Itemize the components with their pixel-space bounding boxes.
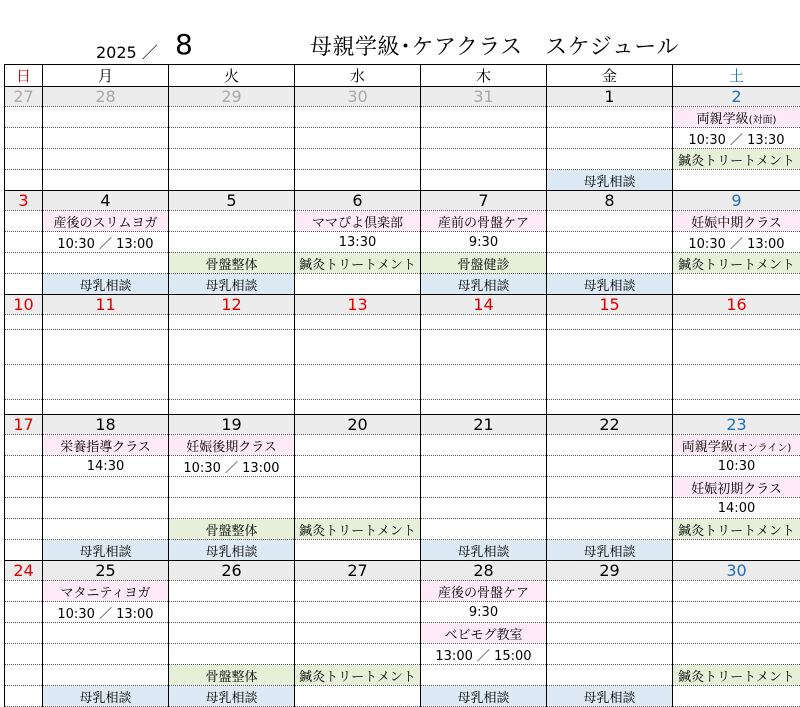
event-cell: [295, 253, 421, 274]
event-text: 両親学級: [682, 440, 734, 455]
event-text: 母乳相談: [583, 545, 635, 560]
event-cell: [43, 519, 169, 540]
event-text: 鍼灸トリートメント: [678, 258, 795, 273]
event-cell: [421, 149, 547, 170]
event-cell: [547, 330, 673, 365]
event-text: 14:00: [718, 501, 755, 516]
date-cell: 22: [547, 415, 673, 435]
event-row: [5, 435, 800, 456]
event-text: ママぴよ倶楽部: [312, 216, 403, 231]
event-cell: [5, 170, 43, 191]
event-text: 鍼灸トリートメント: [678, 154, 795, 169]
date-cell: 4: [43, 191, 169, 211]
date-cell: 20: [295, 415, 421, 435]
event-cell: [421, 365, 547, 400]
event-row: [5, 107, 800, 128]
event-cell: [673, 400, 800, 415]
event-cell: [547, 107, 673, 128]
event-cell: [421, 581, 547, 602]
event-cell: [5, 211, 43, 232]
event-cell: [295, 602, 421, 623]
date-cell: 9: [673, 191, 800, 211]
event-cell: [547, 665, 673, 686]
event-cell: [547, 274, 673, 295]
event-cell: [5, 330, 43, 365]
event-text: 骨盤整体: [205, 258, 257, 273]
event-cell: [547, 519, 673, 540]
event-cell: [673, 253, 800, 274]
event-row: [5, 232, 800, 253]
event-text: マタニティヨガ: [61, 586, 151, 601]
event-cell: [169, 686, 295, 707]
event-cell: [421, 330, 547, 365]
event-cell: [169, 365, 295, 400]
event-cell: [547, 686, 673, 707]
event-cell: [673, 170, 800, 191]
event-text: 母乳相談: [205, 279, 257, 294]
event-cell: [169, 665, 295, 686]
event-cell: [43, 253, 169, 274]
event-cell: [169, 232, 295, 253]
event-row: [5, 623, 800, 644]
event-row: [5, 686, 800, 707]
event-cell: [673, 686, 800, 707]
event-cell: [547, 365, 673, 400]
event-cell: [421, 665, 547, 686]
event-cell: [421, 211, 547, 232]
event-cell: [421, 315, 547, 330]
event-row: [5, 400, 800, 415]
event-cell: [673, 602, 800, 623]
event-row: [5, 128, 800, 149]
event-cell: [673, 274, 800, 295]
date-cell: 21: [421, 415, 547, 435]
event-cell: [5, 253, 43, 274]
event-text: 母乳相談: [205, 545, 257, 560]
date-row: [5, 191, 800, 211]
event-cell: [43, 315, 169, 330]
event-row: [5, 456, 800, 477]
event-cell: [43, 602, 169, 623]
event-cell: [43, 128, 169, 149]
event-cell: [295, 644, 421, 665]
event-row: [5, 315, 800, 330]
event-row: [5, 477, 800, 498]
date-cell: 25: [43, 561, 169, 581]
date-cell: 15: [547, 295, 673, 315]
event-cell: [295, 211, 421, 232]
event-cell: [5, 665, 43, 686]
event-cell: [5, 581, 43, 602]
event-cell: [421, 232, 547, 253]
event-text: 鍼灸トリートメント: [299, 524, 416, 539]
event-row: [5, 274, 800, 295]
date-cell: 30: [673, 561, 800, 581]
event-text: 9:30: [469, 235, 498, 250]
event-cell: [169, 581, 295, 602]
event-cell: [547, 477, 673, 498]
date-cell: 30: [295, 87, 421, 107]
event-cell: [169, 644, 295, 665]
event-text: 10:30 ／ 13:00: [57, 607, 153, 622]
event-cell: [5, 519, 43, 540]
event-cell: [421, 170, 547, 191]
event-cell: [295, 315, 421, 330]
event-text: 母乳相談: [583, 279, 635, 294]
event-cell: [421, 498, 547, 519]
event-cell: [421, 540, 547, 561]
date-cell: 27: [295, 561, 421, 581]
event-cell: [295, 330, 421, 365]
event-cell: [5, 540, 43, 561]
event-cell: [5, 644, 43, 665]
date-cell: 17: [5, 415, 43, 435]
weekday-cell: 水: [295, 65, 421, 87]
event-cell: [673, 365, 800, 400]
event-text: 10:30 ／ 13:30: [688, 133, 784, 148]
event-text: 栄養指導クラス: [60, 440, 151, 455]
event-cell: [547, 581, 673, 602]
event-text: 10:30: [718, 459, 755, 474]
header-year: 2025 ／: [96, 40, 158, 63]
event-cell: [5, 623, 43, 644]
date-cell: 5: [169, 191, 295, 211]
event-row: [5, 665, 800, 686]
event-cell: [43, 644, 169, 665]
date-cell: 3: [5, 191, 43, 211]
event-cell: [169, 170, 295, 191]
event-row: [5, 602, 800, 623]
event-cell: [5, 456, 43, 477]
event-cell: [169, 274, 295, 295]
date-cell: 24: [5, 561, 43, 581]
event-row: [5, 581, 800, 602]
event-cell: [295, 232, 421, 253]
event-row: [5, 540, 800, 561]
date-cell: 29: [169, 87, 295, 107]
event-cell: [43, 330, 169, 365]
event-cell: [169, 456, 295, 477]
event-text: 妊娠初期クラス: [691, 482, 782, 497]
event-cell: [43, 477, 169, 498]
event-cell: [673, 232, 800, 253]
date-cell: 23: [673, 415, 800, 435]
event-cell: [673, 149, 800, 170]
event-cell: [169, 211, 295, 232]
date-row: [5, 295, 800, 315]
event-cell: [295, 477, 421, 498]
event-cell: [673, 128, 800, 149]
event-cell: [169, 128, 295, 149]
event-row: [5, 330, 800, 365]
event-cell: [547, 540, 673, 561]
event-cell: [673, 456, 800, 477]
event-cell: [673, 477, 800, 498]
event-cell: [5, 149, 43, 170]
event-cell: [673, 623, 800, 644]
event-cell: [169, 253, 295, 274]
date-cell: 10: [5, 295, 43, 315]
event-note: (対面): [749, 115, 777, 126]
event-cell: [421, 623, 547, 644]
event-cell: [295, 435, 421, 456]
event-cell: [43, 170, 169, 191]
event-cell: [421, 128, 547, 149]
event-text: 10:30 ／ 13:00: [57, 237, 153, 252]
event-cell: [5, 365, 43, 400]
event-row: [5, 365, 800, 400]
event-cell: [5, 498, 43, 519]
date-cell: 12: [169, 295, 295, 315]
event-cell: [421, 644, 547, 665]
event-note: (オンライン): [734, 443, 792, 454]
event-cell: [547, 170, 673, 191]
event-cell: [673, 540, 800, 561]
schedule-calendar: [4, 64, 800, 707]
event-cell: [547, 435, 673, 456]
page-title: 母親学級･ケアクラス スケジュール: [310, 30, 679, 61]
event-cell: [421, 519, 547, 540]
event-cell: [43, 540, 169, 561]
event-cell: [5, 435, 43, 456]
event-cell: [43, 107, 169, 128]
event-text: 10:30 ／ 13:00: [183, 461, 279, 476]
event-cell: [169, 149, 295, 170]
event-text: 鍼灸トリートメント: [678, 524, 795, 539]
event-cell: [43, 435, 169, 456]
event-cell: [421, 686, 547, 707]
event-cell: [169, 498, 295, 519]
event-cell: [547, 232, 673, 253]
date-cell: 27: [5, 87, 43, 107]
event-cell: [547, 315, 673, 330]
event-text: 母乳相談: [79, 691, 131, 706]
event-cell: [169, 477, 295, 498]
event-cell: [5, 686, 43, 707]
event-text: 母乳相談: [457, 545, 509, 560]
event-cell: [547, 602, 673, 623]
date-cell: 31: [421, 87, 547, 107]
event-text: 鍼灸トリートメント: [678, 670, 795, 685]
event-cell: [295, 400, 421, 415]
event-cell: [43, 498, 169, 519]
event-cell: [421, 107, 547, 128]
event-cell: [43, 665, 169, 686]
event-text: 母乳相談: [583, 691, 635, 706]
event-cell: [169, 623, 295, 644]
event-cell: [5, 232, 43, 253]
date-cell: 1: [547, 87, 673, 107]
event-cell: [295, 128, 421, 149]
date-cell: 8: [547, 191, 673, 211]
event-cell: [169, 519, 295, 540]
date-cell: 29: [547, 561, 673, 581]
event-cell: [43, 623, 169, 644]
event-text: 骨盤整体: [205, 524, 257, 539]
event-cell: [295, 170, 421, 191]
event-text: 母乳相談: [79, 545, 131, 560]
event-cell: [43, 686, 169, 707]
event-cell: [169, 330, 295, 365]
event-cell: [295, 498, 421, 519]
event-cell: [547, 456, 673, 477]
event-row: [5, 644, 800, 665]
event-cell: [421, 456, 547, 477]
event-text: 母乳相談: [205, 691, 257, 706]
weekday-cell: 土: [673, 65, 800, 87]
event-cell: [169, 107, 295, 128]
event-text: 母乳相談: [457, 691, 509, 706]
weekday-cell: 火: [169, 65, 295, 87]
event-text: 14:30: [87, 459, 124, 474]
event-row: [5, 253, 800, 274]
date-row: [5, 415, 800, 435]
event-text: 妊娠後期クラス: [186, 440, 277, 455]
event-cell: [295, 149, 421, 170]
event-cell: [169, 400, 295, 415]
event-cell: [5, 400, 43, 415]
date-cell: 26: [169, 561, 295, 581]
event-cell: [295, 665, 421, 686]
event-cell: [169, 602, 295, 623]
event-cell: [547, 149, 673, 170]
event-row: [5, 149, 800, 170]
event-cell: [5, 602, 43, 623]
event-text: 骨盤整体: [205, 670, 257, 685]
event-cell: [5, 128, 43, 149]
event-cell: [43, 232, 169, 253]
date-cell: 18: [43, 415, 169, 435]
event-row: [5, 211, 800, 232]
event-cell: [295, 623, 421, 644]
event-cell: [547, 644, 673, 665]
event-cell: [5, 477, 43, 498]
date-cell: 7: [421, 191, 547, 211]
event-row: [5, 519, 800, 540]
event-text: 鍼灸トリートメント: [299, 258, 416, 273]
event-cell: [5, 107, 43, 128]
event-text: 母乳相談: [583, 175, 635, 190]
event-cell: [421, 435, 547, 456]
event-cell: [547, 128, 673, 149]
date-cell: 6: [295, 191, 421, 211]
event-cell: [295, 519, 421, 540]
event-row: [5, 498, 800, 519]
event-text: 10:30 ／ 13:00: [688, 237, 784, 252]
event-text: 両親学級: [697, 112, 749, 127]
event-text: 産後の骨盤ケア: [438, 586, 529, 601]
event-cell: [169, 435, 295, 456]
event-text: 13:30: [339, 235, 376, 250]
event-cell: [673, 644, 800, 665]
event-row: [5, 170, 800, 191]
event-cell: [295, 365, 421, 400]
event-cell: [673, 435, 800, 456]
event-cell: [295, 274, 421, 295]
date-cell: 28: [421, 561, 547, 581]
date-cell: 2: [673, 87, 800, 107]
event-cell: [5, 315, 43, 330]
event-cell: [295, 581, 421, 602]
event-cell: [295, 686, 421, 707]
event-text: 13:00 ／ 15:00: [435, 649, 531, 664]
date-cell: 14: [421, 295, 547, 315]
event-cell: [421, 253, 547, 274]
weekday-header-row: [5, 65, 800, 87]
date-row: [5, 87, 800, 107]
event-cell: [5, 274, 43, 295]
event-cell: [547, 253, 673, 274]
event-cell: [673, 330, 800, 365]
event-text: 母乳相談: [79, 279, 131, 294]
event-cell: [169, 315, 295, 330]
event-cell: [295, 107, 421, 128]
event-cell: [43, 400, 169, 415]
event-text: 産後のスリムヨガ: [53, 216, 157, 231]
date-cell: 28: [43, 87, 169, 107]
event-cell: [547, 623, 673, 644]
event-text: 産前の骨盤ケア: [438, 216, 529, 231]
event-cell: [547, 400, 673, 415]
date-cell: 19: [169, 415, 295, 435]
event-cell: [421, 274, 547, 295]
event-text: 母乳相談: [457, 279, 509, 294]
event-text: 9:30: [469, 605, 498, 620]
date-cell: 16: [673, 295, 800, 315]
date-cell: 11: [43, 295, 169, 315]
event-cell: [43, 149, 169, 170]
event-cell: [673, 581, 800, 602]
event-cell: [295, 540, 421, 561]
event-cell: [673, 211, 800, 232]
event-cell: [673, 519, 800, 540]
event-cell: [421, 477, 547, 498]
event-cell: [673, 107, 800, 128]
event-cell: [421, 602, 547, 623]
event-cell: [169, 540, 295, 561]
header-month: 8: [175, 28, 193, 61]
date-cell: 13: [295, 295, 421, 315]
weekday-cell: 月: [43, 65, 169, 87]
event-text: 妊娠中期クラス: [691, 216, 782, 231]
event-cell: [43, 456, 169, 477]
event-cell: [43, 211, 169, 232]
event-cell: [421, 400, 547, 415]
event-cell: [673, 315, 800, 330]
event-cell: [43, 274, 169, 295]
event-cell: [43, 581, 169, 602]
event-text: ベビモグ教室: [444, 628, 522, 643]
date-row: [5, 561, 800, 581]
event-cell: [547, 211, 673, 232]
event-text: 鍼灸トリートメント: [299, 670, 416, 685]
weekday-cell: 金: [547, 65, 673, 87]
event-cell: [673, 498, 800, 519]
event-cell: [673, 665, 800, 686]
event-cell: [547, 498, 673, 519]
weekday-cell: 日: [5, 65, 43, 87]
weekday-cell: 木: [421, 65, 547, 87]
event-cell: [295, 456, 421, 477]
event-cell: [43, 365, 169, 400]
event-text: 骨盤健診: [457, 258, 509, 273]
